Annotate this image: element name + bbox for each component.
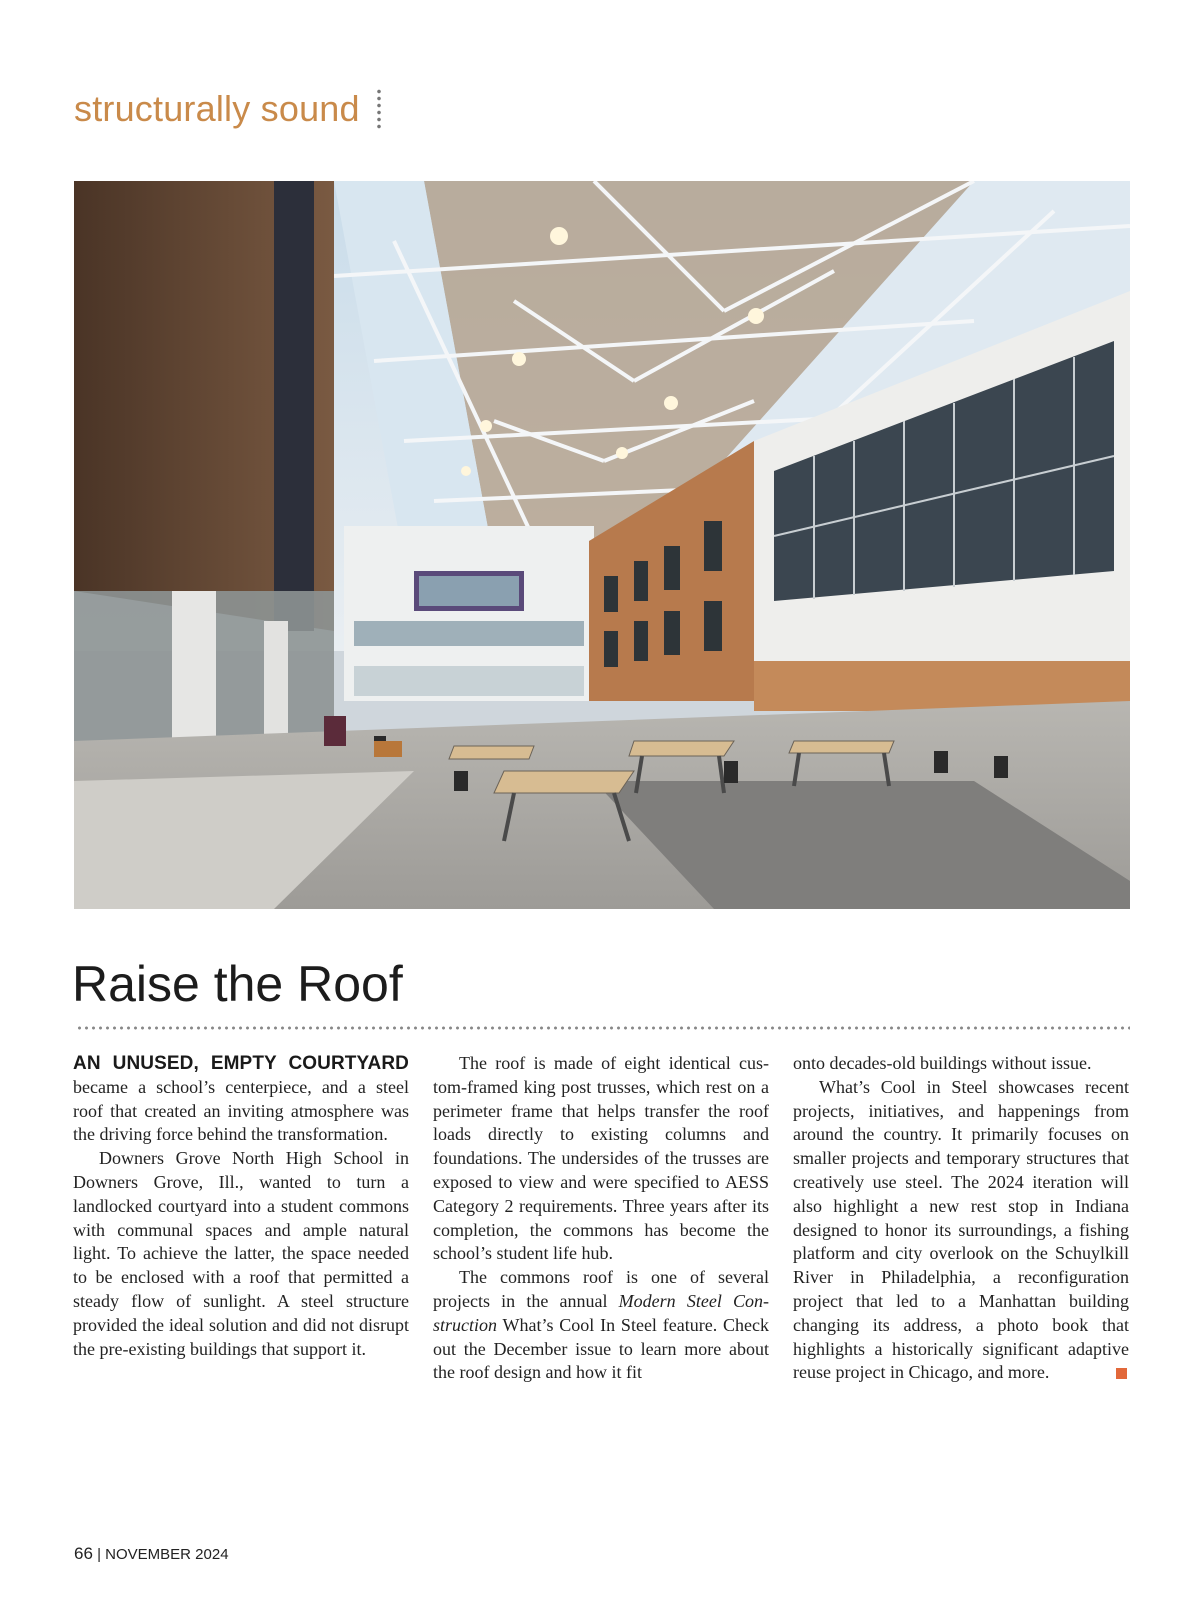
article-paragraph <box>793 1076 1129 1385</box>
article-paragraph: onto decades-old buildings without issue. <box>793 1053 1092 1073</box>
headline-dotted-rule <box>76 1026 1130 1030</box>
article-column-3 <box>793 1052 1129 1385</box>
publication-title: Modern Steel Construction <box>433 1290 770 1335</box>
paragraph-text: What’s Cool In Steel feature. Check out the December issue to learn more about the roof design and how it fit <box>433 1314 769 1383</box>
paragraph-text: What’s Cool in Steel showcases recent projects, initiatives, and happenings from around the country. It primarily focuses on smaller projects and temporary structures that creatively use steel. The 2024 iteration will also highlight a new rest stop in Indiana designed to honor its surroundings, a fishing platform and city overlook on the Schuylkill River in Philadelphia, a reconfiguration project that led to a Manhattan building changing its address, a photo book that highlights a historically significant adaptive reuse project in Chicago, and more. <box>793 1076 1129 1383</box>
end-of-article-mark <box>1116 1368 1127 1379</box>
article-paragraph: The roof is made of eight identical custom-framed king post trusses, which rest on a perimeter frame that helps transfer the roof loads directly to existing columns and foundations. The undersides of the trusses are exposed to view and were specified to AESS Category 2 requirements. Three years after its completion, the commons has become the school’s student life hub. <box>433 1053 769 1264</box>
article-paragraph: Downers Grove North High School in Downers Grove, Ill., wanted to turn a landlocked courtyard into a student commons with communal spaces and ample natural light. To achieve the latter, the space needed to be enclosed with a roof that permitted a steady flow of sunlight. A steel structure provided the ideal solution and did not disrupt the pre-existing buildings that support it. <box>73 1148 409 1359</box>
feature-photo <box>74 181 1130 909</box>
issue-date: NOVEMBER 2024 <box>105 1546 229 1563</box>
article-lead-in: AN UNUSED, EMPTY COURTYARD <box>73 1053 409 1074</box>
lead-paragraph-text: became a school’s centerpiece, and a steel roof that created an inviting atmosphere was the driving force behind the transformation. <box>73 1076 409 1145</box>
section-header <box>74 88 382 130</box>
paragraph-text: The commons roof is one of several projects in the annual <box>433 1267 769 1311</box>
atrium-photo-illustration <box>74 181 1130 909</box>
article-paragraph <box>433 1266 769 1385</box>
article-paragraph <box>73 1052 409 1147</box>
section-title: structurally sound <box>74 88 360 129</box>
page-number: 66 <box>74 1544 93 1563</box>
footer-separator: | <box>97 1546 101 1563</box>
article-headline: Raise the Roof <box>72 956 403 1012</box>
article-column-2 <box>433 1052 769 1385</box>
section-dots-divider <box>376 88 382 130</box>
article-column-1 <box>73 1052 409 1361</box>
page-footer <box>74 1544 229 1564</box>
